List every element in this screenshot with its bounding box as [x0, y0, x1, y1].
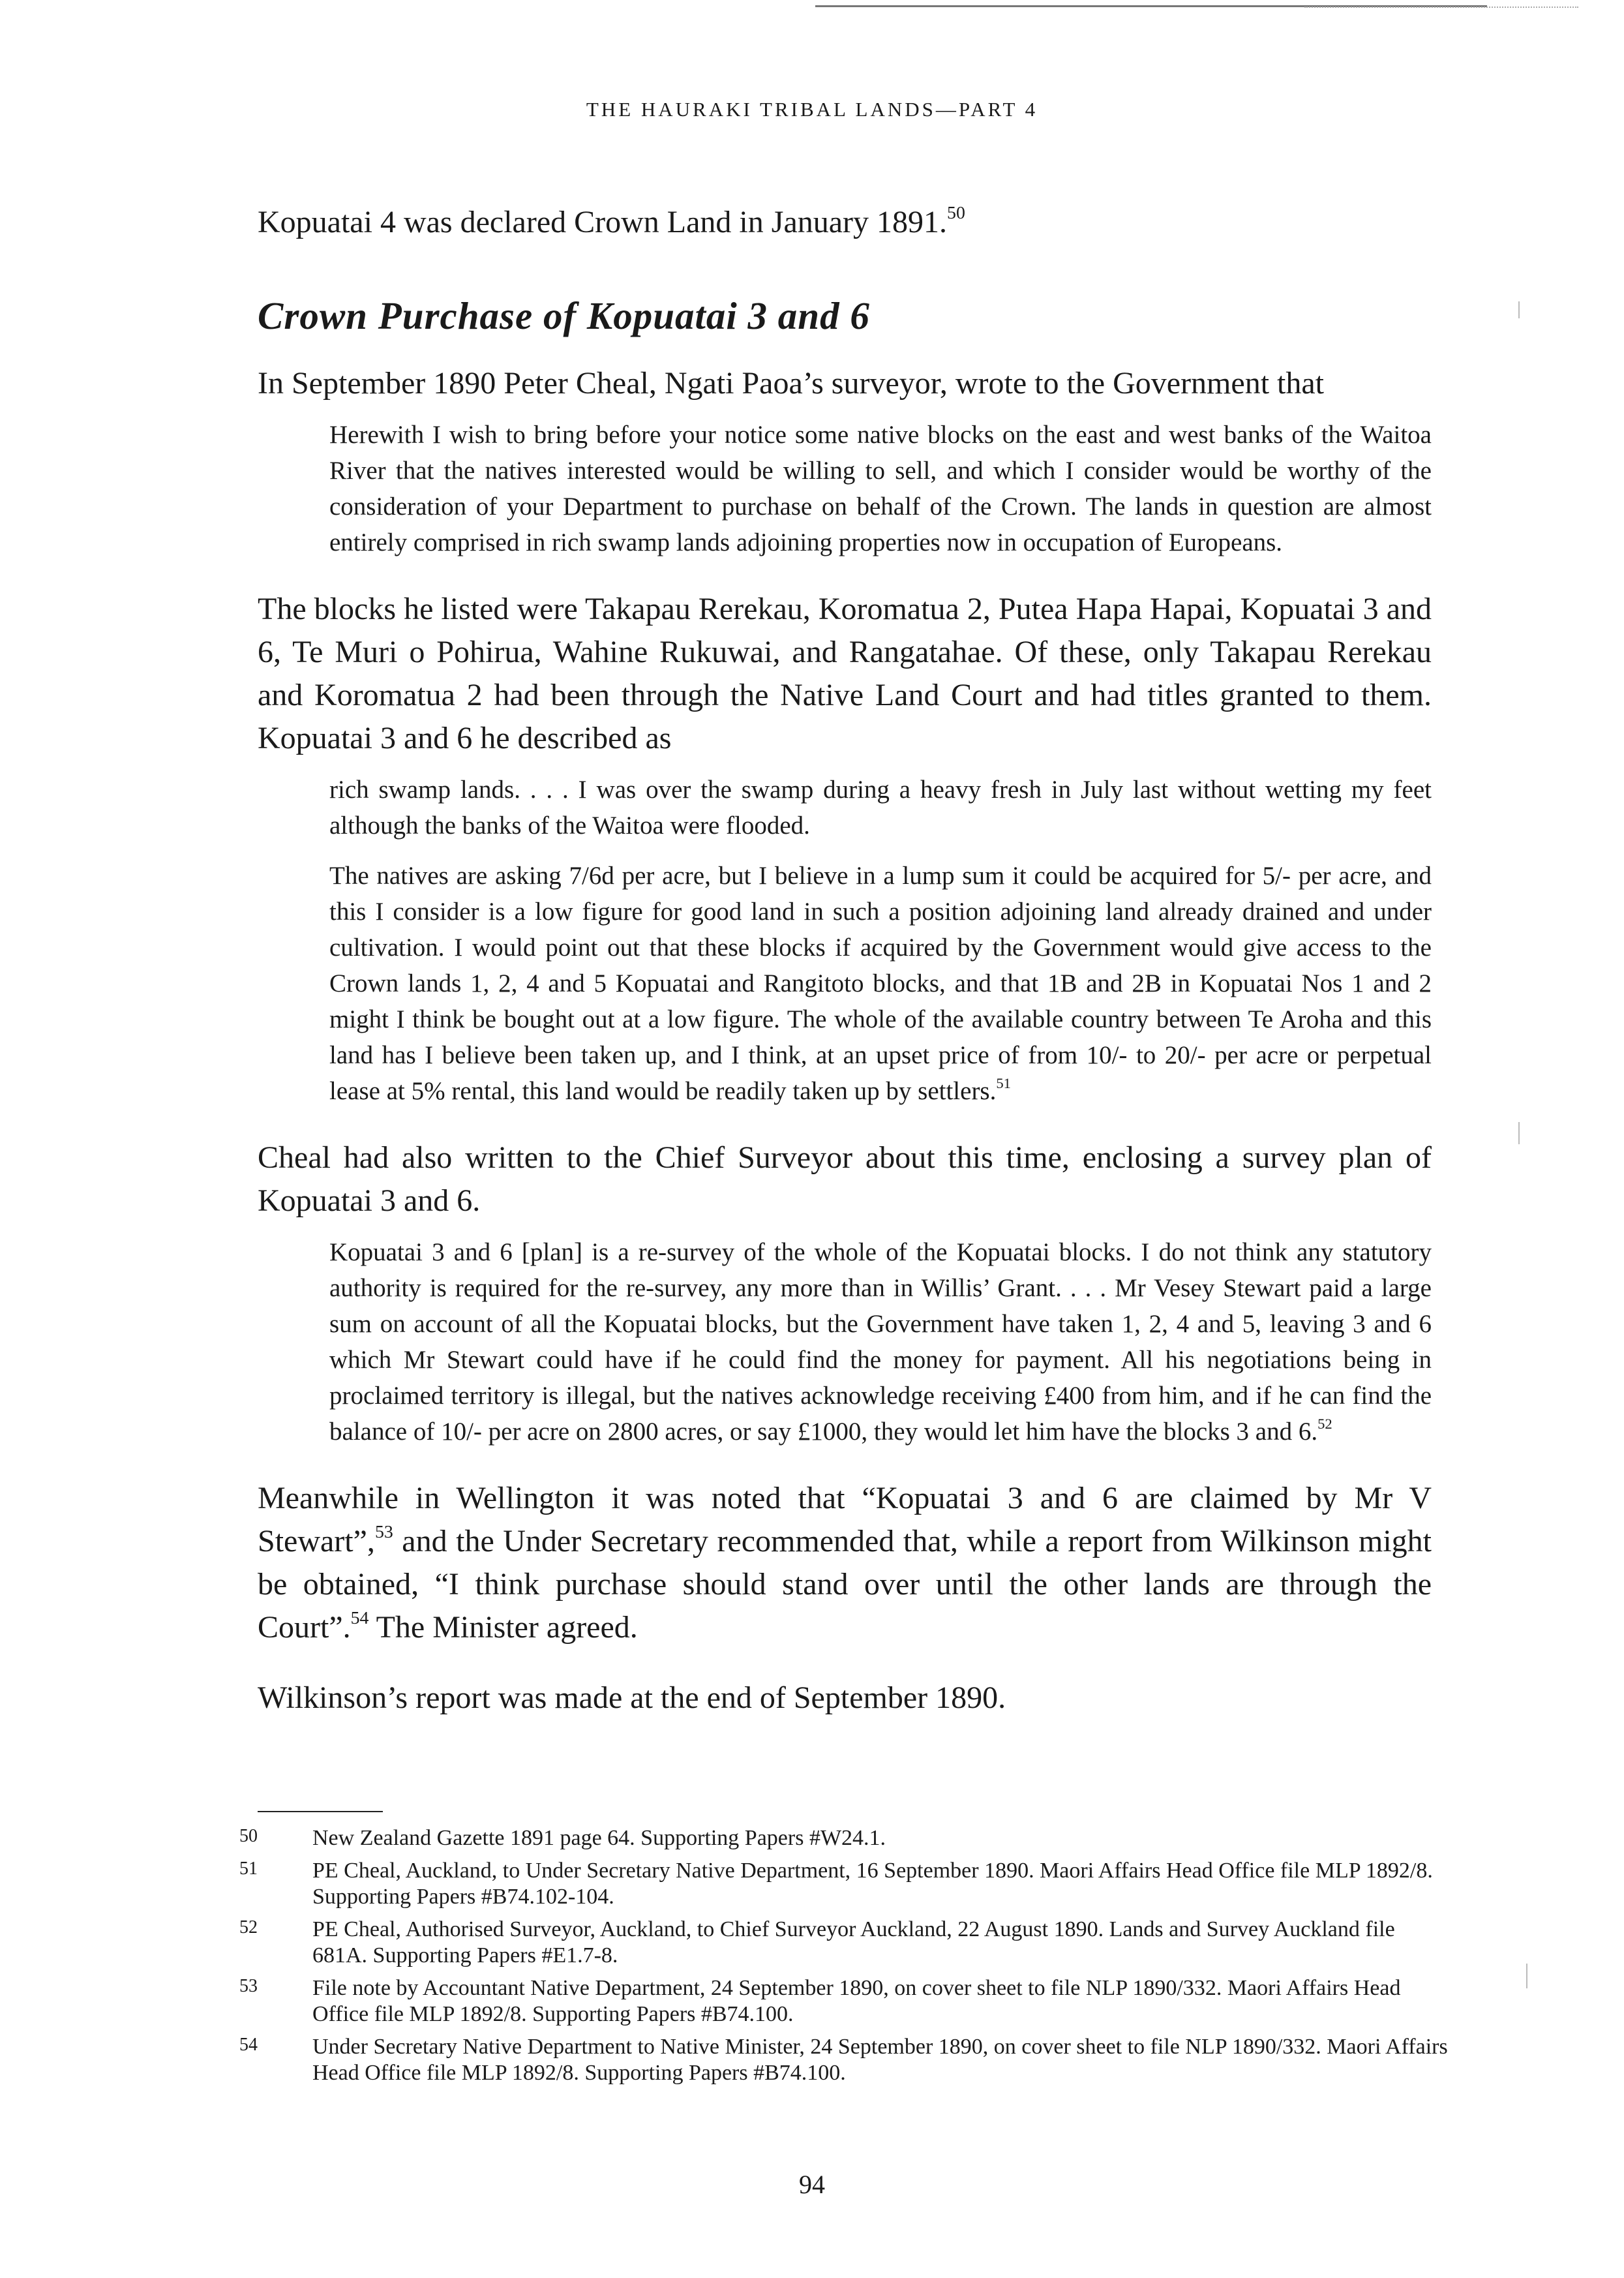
- footnote: [238, 1825, 1451, 1851]
- footnote: [238, 1858, 1451, 1910]
- footnote-number: 50: [239, 1826, 258, 1846]
- footnote-text: PE Cheal, Authorised Surveyor, Auckland, to Chief Surveyor Auckland, 22 August 1890. Lands and Survey Auckland file 681A. Supporting Papers #E1.7-8.: [312, 1917, 1395, 1967]
- footnote-separator: [258, 1811, 383, 1812]
- paragraph: Cheal had also written to the Chief Surveyor about this time, enclosing a survey plan of Kopuatai 3 and 6.: [258, 1140, 1432, 1218]
- scan-mark: [1526, 1964, 1527, 1988]
- footnote-ref: 54: [350, 1607, 369, 1628]
- block-quote: [329, 1234, 1432, 1450]
- scan-mark: [1518, 1122, 1520, 1144]
- running-head: THE HAURAKI TRIBAL LANDS—PART 4: [586, 98, 1038, 121]
- block-quote: [329, 858, 1432, 1109]
- footnote-text: PE Cheal, Auckland, to Under Secretary Native Department, 16 September 1890. Maori Affairs Head Office file MLP 1892/8. Supporting Papers #B74.102-104.: [312, 1859, 1433, 1909]
- footnote-number: 51: [239, 1859, 258, 1879]
- quote-text: The natives are asking 7/6d per acre, but I believe in a lump sum it could be acquired for 5/- per acre, and this I consider is a low figure for good land in such a position adjoining land already drained and under cultivation. I would point out that these blocks if acquired by the Government would give access to the Crown lands 1, 2, 4 and 5 Kopuatai and Rangitoto blocks, and that 1B and 2B in Kopuatai Nos 1 and 2 might I think be bought out at a low figure. The whole of the available country between Te Aroha and this land has I believe been taken up, and I think, at an upset price of from 10/- to 20/- per acre or perpetual lease at 5% rental, this land would be readily taken up by settlers.: [329, 862, 1432, 1105]
- intro-text: Kopuatai 4 was declared Crown Land in January 1891.: [258, 205, 948, 239]
- footnote-text: File note by Accountant Native Department, 24 September 1890, on cover sheet to file NLP 1890/332. Maori Affairs Head Office file MLP 1892/8. Supporting Papers #B74.100.: [312, 1976, 1401, 2026]
- scan-edge-line-dotted: [1304, 7, 1578, 8]
- footnote-number: 52: [239, 1917, 258, 1937]
- footnote-number: 54: [239, 2035, 258, 2055]
- scan-mark: [1518, 301, 1520, 318]
- quote-text: Kopuatai 3 and 6 [plan] is a re-survey of the whole of the Kopuatai blocks. I do not think any statutory authority is required for the re-survey, any more than in Willis’ Grant. . . . Mr Vesey Stewart paid a large sum on account of all the Kopuatai blocks, but the Government have taken 1, 2, 4 and 5, leaving 3 and 6 which Mr Stewart could have if he could find the money for payment. All his negotiations being in proclaimed territory is illegal, but the natives acknowledge receiving £400 from him, and if he can find the balance of 10/- per acre on 2800 acres, or say £1000, they would let him have the blocks 3 and 6.: [329, 1238, 1432, 1446]
- footnote-text: Under Secretary Native Department to Native Minister, 24 September 1890, on cover sheet to file NLP 1890/332. Maori Affairs Head Office file MLP 1892/8. Supporting Papers #B74.100.: [312, 2035, 1448, 2085]
- footnotes: [238, 1825, 1451, 2093]
- block-quote: rich swamp lands. . . . I was over the swamp during a heavy fresh in July last without wetting my feet although the banks of the Waitoa were flooded.: [329, 776, 1432, 840]
- paragraph: [258, 1477, 1432, 1649]
- footnote-ref: 50: [947, 202, 965, 223]
- paragraph-text: Meanwhile in Wellington it was noted that “Kopuatai 3 and 6 are claimed by Mr V Stewart”,: [258, 1481, 1432, 1558]
- footnote: [238, 2034, 1451, 2086]
- page-body: [258, 201, 1432, 1720]
- footnote: [238, 1917, 1451, 1969]
- paragraph-text: The Minister agreed.: [368, 1610, 638, 1645]
- section-heading: Crown Purchase of Kopuatai 3 and 6: [258, 294, 870, 337]
- paragraph: Wilkinson’s report was made at the end of September 1890.: [258, 1680, 1006, 1715]
- footnote: [238, 1975, 1451, 2027]
- page-number: 94: [799, 2170, 825, 2199]
- paragraph-text: and the Under Secretary recommended that, while a report from Wilkinson might be obtained, “I think purchase should stand over until the other lands are through the Court”.: [258, 1524, 1432, 1645]
- intro-paragraph: [258, 201, 1432, 244]
- footnote-ref: 52: [1317, 1415, 1332, 1432]
- footnote-text: New Zealand Gazette 1891 page 64. Supporting Papers #W24.1.: [312, 1826, 886, 1850]
- paragraph: The blocks he listed were Takapau Rerekau, Koromatua 2, Putea Hapa Hapai, Kopuatai 3 and 6, Te Muri o Pohirua, Wahine Rukuwai, and Rangatahae. Of these, only Takapau Rerekau and Koromatua 2 had been through the Native Land Court and had titles granted to them. Kopuatai 3 and 6 he described as: [258, 592, 1432, 755]
- block-quote: Herewith I wish to bring before your notice some native blocks on the east and west banks of the Waitoa River that the natives interested would be willing to sell, and which I consider would be worthy of the consideration of your Department to purchase on behalf of the Crown. The lands in question are almost entirely comprised in rich swamp lands adjoining properties now in occupation of Europeans.: [329, 421, 1432, 556]
- footnote-ref: 51: [996, 1074, 1011, 1091]
- paragraph: In September 1890 Peter Cheal, Ngati Paoa’s surveyor, wrote to the Government that: [258, 366, 1324, 401]
- footnote-ref: 53: [374, 1521, 393, 1542]
- footnote-number: 53: [239, 1976, 258, 1996]
